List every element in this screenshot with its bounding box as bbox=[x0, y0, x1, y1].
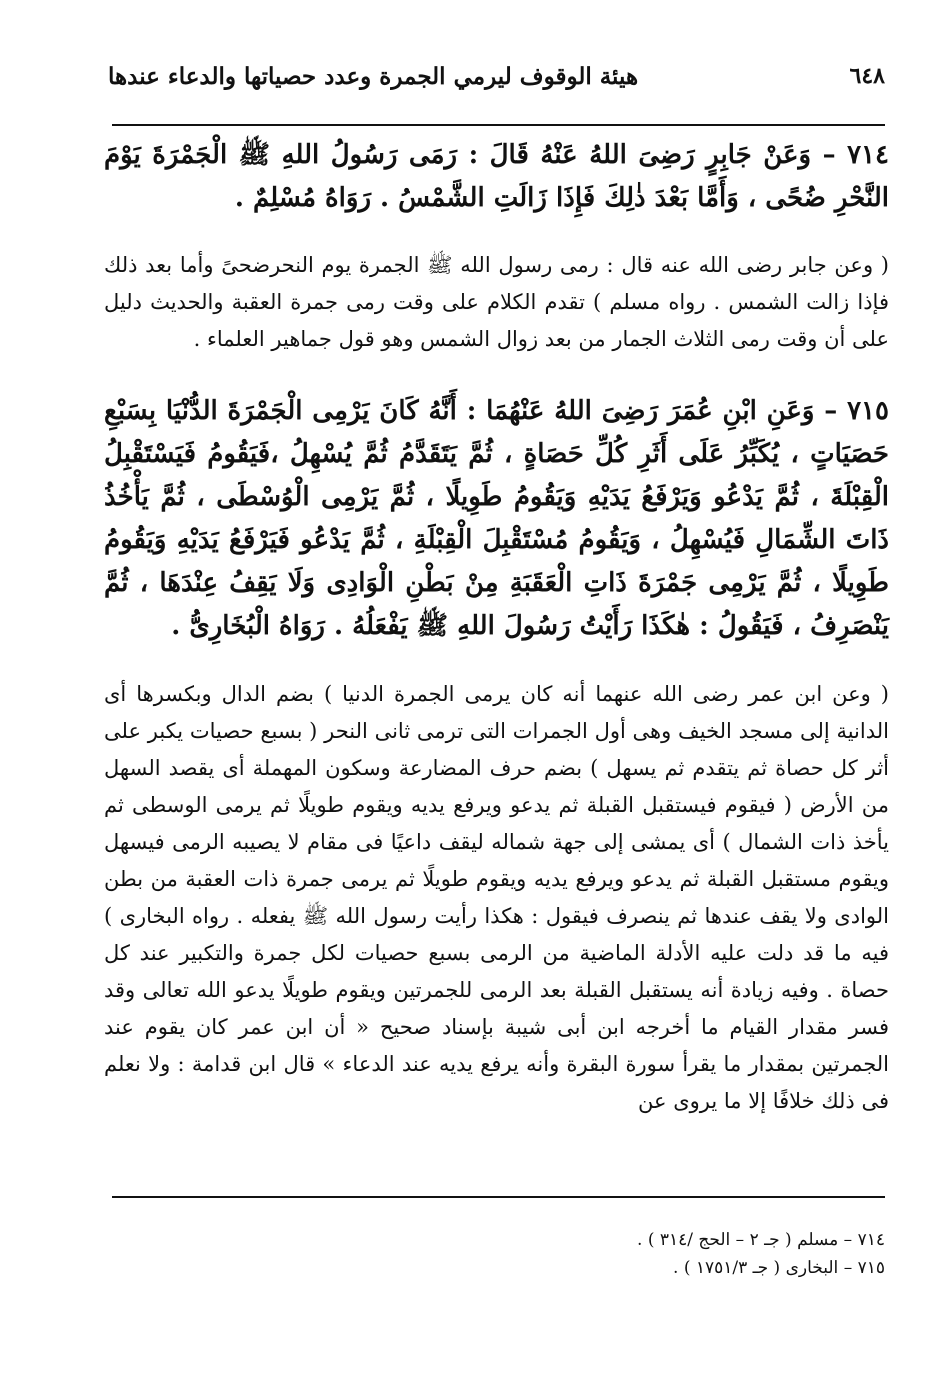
footnote-715: ٧١٥ – البخارى ( جـ ١٧٥١/٣ ) . bbox=[673, 1258, 885, 1278]
page-number: ٦٤٨ bbox=[849, 63, 885, 89]
footnote-divider bbox=[112, 1196, 885, 1198]
page-header bbox=[108, 52, 885, 100]
header-divider bbox=[112, 124, 885, 126]
hadith-715-text: ٧١٥ – وَعَنِ ابْنِ عُمَرَ رَضِىَ اللهُ عَنْهُمَا : أَنَّهُ كَانَ يَرْمِى الْجَمْرَةَ الدُّنْيَا بِسَبْعِ حَصَيَاتٍ ، يُكَبِّرُ عَلَى أَثَرِ كُلِّ حَصَاةٍ ، ثُمَّ يَتَقَدَّمُ ثُمَّ يُسْهِلُ ،فَيَقُومُ فَيَسْتَقْبِلُ الْقِبْلَةَ ، ثُمَّ يَدْعُو وَيَرْفَعُ يَدَيْهِ وَيَقُومُ طَوِيلًا ، ثُمَّ يَرْمِى الْوُسْطَى ، ثُمَّ يَأْخُذُ ذَاتَ الشِّمَالِ فَيُسْهِلُ ، وَيَقُومُ مُسْتَقْبِلَ الْقِبْلَةِ ، ثُمَّ يَدْعُو فَيَرْفَعُ يَدَيْهِ وَيَقُومُ طَوِيلًا ، ثُمَّ يَرْمِى جَمْرَةَ ذَاتِ الْعَقَبَةِ مِنْ بَطْنِ الْوَادِى وَلَا يَقِفُ عِنْدَهَا ، ثُمَّ يَنْصَرِفُ ، فَيَقُولُ : هٰكَذَا رَأَيْتُ رَسُولَ اللهِ ﷺ يَفْعَلُهُ . رَوَاهُ الْبُخَارِىُّ . bbox=[104, 396, 889, 641]
footnotes bbox=[108, 1226, 885, 1282]
hadith-714-text: ٧١٤ – وَعَنْ جَابِرٍ رَضِىَ اللهُ عَنْهُ قَالَ : رَمَى رَسُولُ اللهِ ﷺ الْجَمْرَةَ يَوْمَ النَّحْرِ ضُحًى ، وَأَمَّا بَعْدَ ذٰلِكَ فَإِذَا زَالَتِ الشَّمْسُ . رَوَاهُ مُسْلِمٌ . bbox=[104, 140, 889, 213]
running-title: هيئة الوقوف ليرمي الجمرة وعدد حصياتها والدعاء عندها bbox=[108, 62, 639, 90]
footnote-714: ٧١٤ – مسلم ( جـ ٢ – الحج /٣١٤ ) . bbox=[637, 1230, 885, 1250]
commentary-714: ( وعن جابر رضى الله عنه قال : رمى رسول الله ﷺ الجمرة يوم النحرضحىً وأما بعد ذلك فإذا زالت الشمس . رواه مسلم ) تقدم الكلام على وقت رمى جمرة العقبة والحديث دليل على أن وقت رمى الثلاث الجمار من بعد زوال الشمس وهو قول جماهير العلماء . bbox=[104, 253, 889, 351]
commentary-715: ( وعن ابن عمر رضى الله عنهما أنه كان يرمى الجمرة الدنيا ) بضم الدال وبكسرها أى الدانية إلى مسجد الخيف وهى أول الجمرات التى ترمى ثانى النحر ( بسبع حصيات يكبر على أثر كل حصاة ثم يتقدم ثم يسهل ) بضم حرف المضارعة وسكون المهملة أى يقصد السهل من الأرض ( فيقوم فيستقبل القبلة ثم يدعو ويرفع يديه ويقوم طويلًا ثم يرمى الوسطى ثم يأخذ ذات الشمال ) أى يمشى إلى جهة شماله ليقف داعيًا فى مقام لا يصيبه الرمى فيسهل ويقوم مستقبل القبلة ثم يدعو ويرفع يديه ويقوم طويلًا ثم يرمى جمرة ذات العقبة من بطن الوادى ولا يقف عندها ثم ينصرف فيقول : هكذا رأيت رسول الله ﷺ يفعله . رواه البخارى ) فيه ما قد دلت عليه الأدلة الماضية من الرمى بسبع حصيات لكل جمرة والتكبير عند كل حصاة . وفيه زيادة أنه يستقبل القبلة بعد الرمى للجمرتين ويقوم طويلًا يدعو الله تعالى وقد فسر مقدار القيام ما أخرجه ابن أبى شيبة بإسناد صحيح « أن ابن عمر كان يقوم عند الجمرتين بمقدار ما يقرأ سورة البقرة وأنه يرفع يديه عند الدعاء » قال ابن قدامة : ولا نعلم فى ذلك خلافًا إلا ما يروى عن bbox=[104, 682, 890, 1113]
